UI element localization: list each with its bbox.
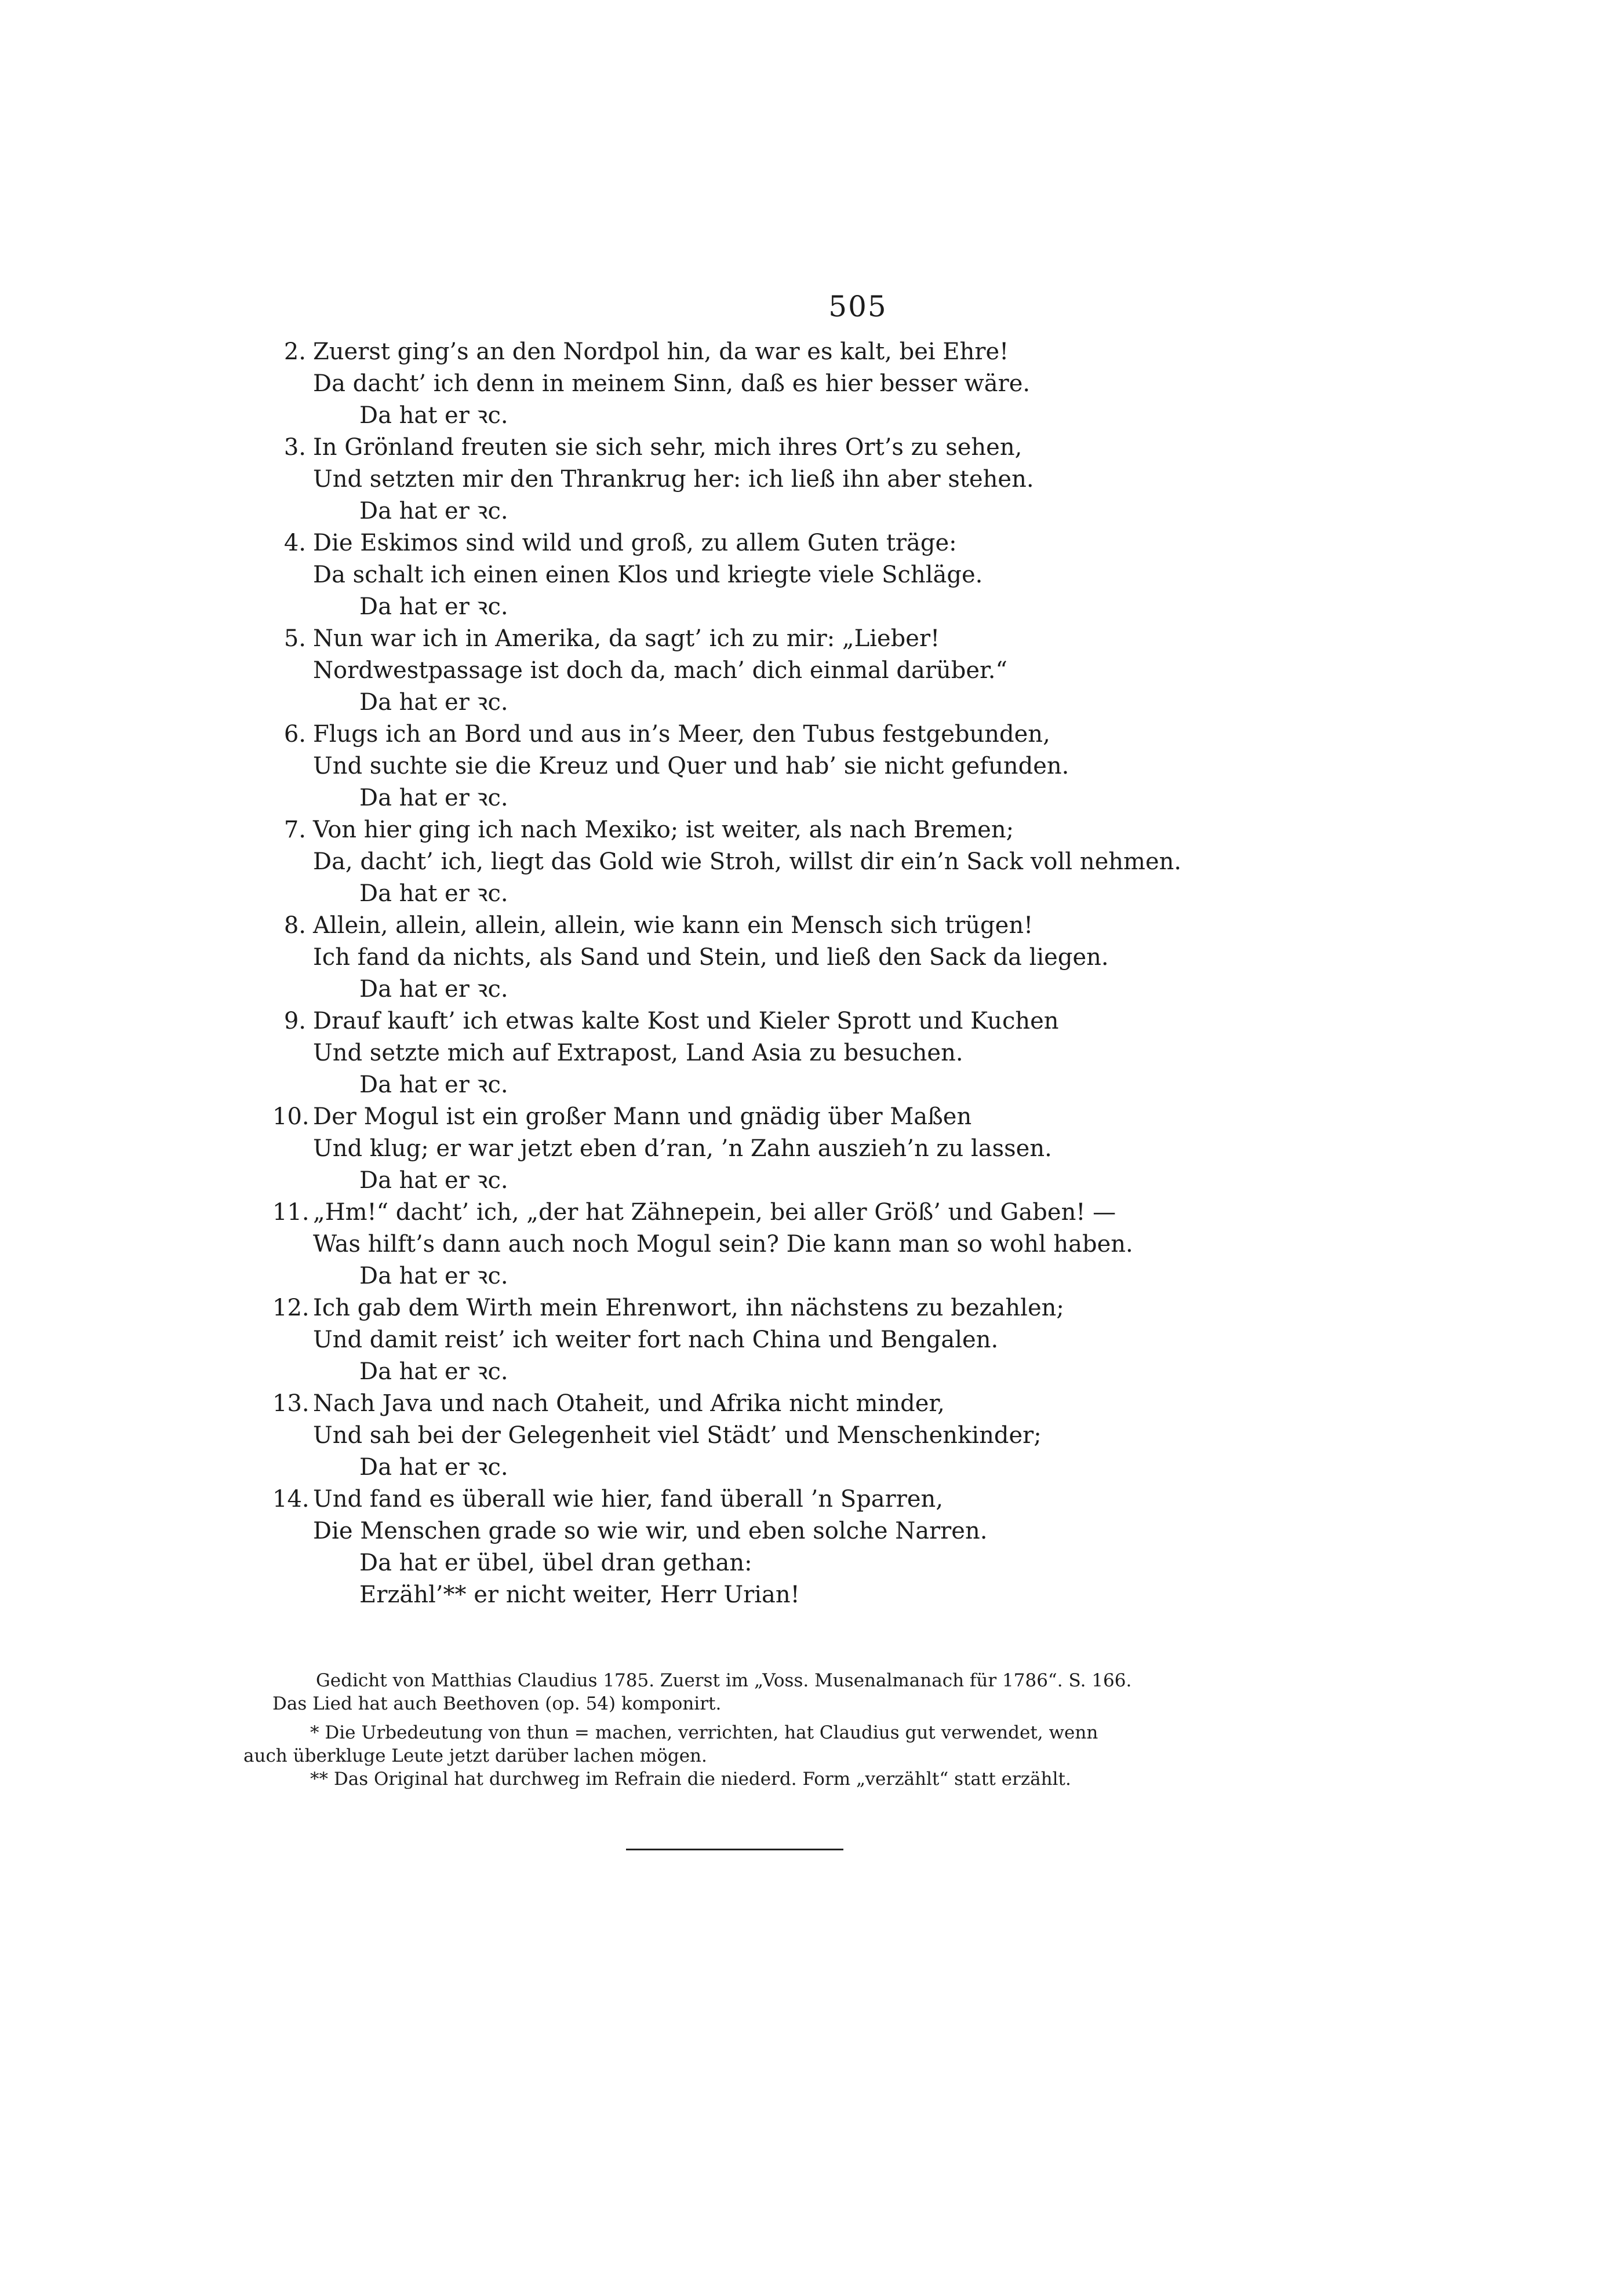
refrain-line: Da hat er ꝛc. (359, 1263, 508, 1289)
stanza-number: 13. (272, 1390, 310, 1417)
verse-line (272, 1292, 1304, 1324)
final-refrain-line: Erzähl’** er nicht weiter, Herr Urian! (359, 1581, 800, 1608)
stanza-number: 11. (272, 1199, 310, 1226)
notes-block (243, 1669, 1287, 1791)
verse-line: Die Menschen grade so wie wir, und eben solche Narren. (313, 1518, 988, 1544)
verse-text: Zuerst ging’s an den Nordpol hin, da war es kalt, bei Ehre! (313, 338, 1009, 365)
source-note: Das Lied hat auch Beethoven (op. 54) komponirt. (272, 1693, 722, 1714)
end-rule (626, 1849, 843, 1850)
footnote: * Die Urbedeutung von thun = machen, verrichten, hat Claudius gut verwendet, wenn (310, 1722, 1098, 1743)
stanza-9 (272, 1005, 1304, 1101)
stanza-2 (272, 336, 1304, 432)
stanza-11 (272, 1197, 1304, 1292)
verse-text: Nun war ich in Amerika, da sagt’ ich zu mir: „Lieber! (313, 625, 940, 652)
verse-line (272, 719, 1304, 750)
stanza-number: 3. (283, 434, 306, 461)
verse-line (272, 910, 1304, 942)
verse-text: Und fand es überall wie hier, fand überall ’n Sparren, (313, 1486, 944, 1513)
stanza-number: 12. (272, 1295, 310, 1321)
refrain-line: Da hat er ꝛc. (359, 785, 508, 811)
verse-line (272, 1484, 1304, 1515)
verse-line: Da schalt ich einen einen Klos und kriegte viele Schläge. (313, 562, 983, 588)
stanza-number: 14. (272, 1486, 310, 1513)
stanza-number: 2. (283, 338, 306, 365)
refrain-line: Da hat er ꝛc. (359, 976, 508, 1003)
stanza-number: 5. (283, 625, 306, 652)
verse-line: Und suchte sie die Kreuz und Quer und hab’ sie nicht gefunden. (313, 753, 1069, 779)
verse-line: Und setzte mich auf Extrapost, Land Asia zu besuchen. (313, 1040, 963, 1066)
refrain-line: Da hat er ꝛc. (359, 880, 508, 907)
verse-text: Nach Java und nach Otaheit, und Afrika nicht minder, (313, 1390, 945, 1417)
verse-text: Der Mogul ist ein großer Mann und gnädig über Maßen (313, 1103, 972, 1130)
verse-line (272, 432, 1304, 464)
refrain-line: Da hat er ꝛc. (359, 689, 508, 716)
verse-text: „Hm!“ dacht’ ich, „der hat Zähnepein, bei aller Größ’ und Gaben! — (313, 1199, 1116, 1226)
verse-text: In Grönland freuten sie sich sehr, mich ihres Ort’s zu sehen, (313, 434, 1022, 461)
final-refrain-line: Da hat er übel, übel dran gethan: (359, 1550, 752, 1576)
stanza-12 (272, 1292, 1304, 1388)
verse-line: Ich fand da nichts, als Sand und Stein, und ließ den Sack da liegen. (313, 944, 1109, 971)
refrain-line: Da hat er ꝛc. (359, 402, 508, 429)
stanza-number: 9. (283, 1008, 306, 1034)
stanza-number: 4. (283, 530, 306, 556)
verse-line: Da, dacht’ ich, liegt das Gold wie Stroh, willst dir ein’n Sack voll nehmen. (313, 848, 1182, 875)
stanza-number: 10. (272, 1103, 310, 1130)
verse-line (272, 1388, 1304, 1420)
footnote-continuation: auch überkluge Leute jetzt darüber lachen mögen. (243, 1745, 707, 1766)
stanza-4 (272, 527, 1304, 623)
verse-line: Und sah bei der Gelegenheit viel Städt’ und Menschenkinder; (313, 1422, 1042, 1449)
refrain-line: Da hat er ꝛc. (359, 1072, 508, 1098)
verse-line (272, 527, 1304, 559)
verse-line: Was hilft’s dann auch noch Mogul sein? Die kann man so wohl haben. (313, 1231, 1133, 1258)
stanza-8 (272, 910, 1304, 1005)
refrain-line: Da hat er ꝛc. (359, 1167, 508, 1194)
refrain-line: Da hat er ꝛc. (359, 498, 508, 524)
verse-text: Ich gab dem Wirth mein Ehrenwort, ihn nächstens zu bezahlen; (313, 1295, 1064, 1321)
verse-text: Flugs ich an Bord und aus in’s Meer, den Tubus festgebunden, (313, 721, 1050, 748)
stanza-3 (272, 432, 1304, 527)
refrain-line: Da hat er ꝛc. (359, 1358, 508, 1385)
stanza-13 (272, 1388, 1304, 1484)
verse-text: Drauf kauft’ ich etwas kalte Kost und Kieler Sprott und Kuchen (313, 1008, 1059, 1034)
source-note: Gedicht von Matthias Claudius 1785. Zuerst im „Voss. Musenalmanach für 1786“. S. 166. (316, 1670, 1132, 1691)
verse-line (272, 1005, 1304, 1037)
verse-line: Und damit reist’ ich weiter fort nach China und Bengalen. (313, 1326, 999, 1353)
verse-line (272, 623, 1304, 655)
verse-line: Und setzten mir den Thrankrug her: ich ließ ihn aber stehen. (313, 466, 1034, 493)
footnote: ** Das Original hat durchweg im Refrain die niederd. Form „verzählt“ statt erzählt. (310, 1769, 1071, 1790)
refrain-line: Da hat er ꝛc. (359, 1454, 508, 1481)
verse-line (272, 814, 1304, 846)
stanza-number: 7. (283, 817, 306, 843)
verse-line (272, 1101, 1304, 1133)
poem-body (272, 336, 1304, 1611)
verse-line (272, 336, 1304, 368)
verse-text: Allein, allein, allein, allein, wie kann ein Mensch sich trügen! (313, 912, 1034, 939)
stanza-10 (272, 1101, 1304, 1197)
verse-line: Da dacht’ ich denn in meinem Sinn, daß es hier besser wäre. (313, 370, 1031, 397)
stanza-7 (272, 814, 1304, 910)
verse-line: Nordwestpassage ist doch da, mach’ dich einmal darüber.“ (313, 657, 1007, 684)
verse-text: Von hier ging ich nach Mexiko; ist weiter, als nach Bremen; (313, 817, 1014, 843)
page-number: 505 (828, 290, 887, 323)
verse-line: Und klug; er war jetzt eben d’ran, ’n Zahn auszieh’n zu lassen. (313, 1135, 1052, 1162)
verse-text: Die Eskimos sind wild und groß, zu allem Guten träge: (313, 530, 957, 556)
stanza-14 (272, 1484, 1304, 1611)
stanza-number: 6. (283, 721, 306, 748)
stanza-5 (272, 623, 1304, 719)
stanza-number: 8. (283, 912, 306, 939)
refrain-line: Da hat er ꝛc. (359, 593, 508, 620)
stanza-6 (272, 719, 1304, 814)
verse-line (272, 1197, 1304, 1229)
